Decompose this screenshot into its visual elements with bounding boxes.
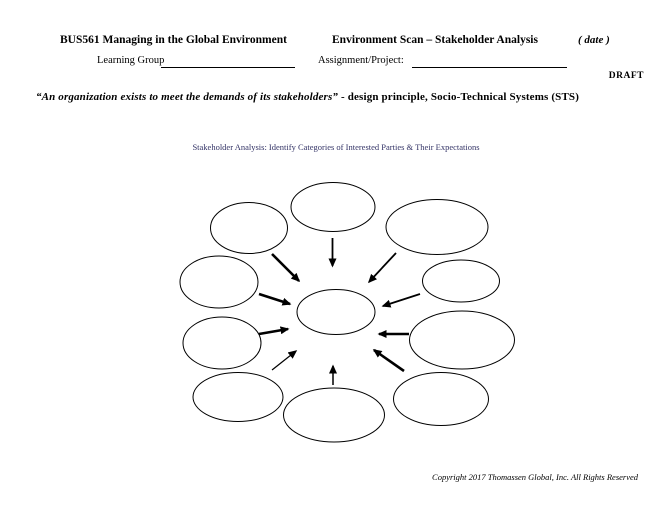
course-title: BUS561 Managing in the Global Environment bbox=[60, 34, 287, 46]
stakeholder-node-right-upper bbox=[423, 260, 500, 302]
copyright-notice: Copyright 2017 Thomassen Global, Inc. All Rights Reserved bbox=[432, 472, 638, 482]
stakeholder-node-top-left bbox=[211, 203, 288, 254]
stakeholder-node-bottom-left bbox=[193, 373, 283, 422]
date-placeholder: ( date ) bbox=[578, 34, 610, 46]
stakeholder-node-bottom-center bbox=[284, 388, 385, 442]
quote-text: “An organization exists to meet the demands of its stakeholders” bbox=[36, 91, 339, 103]
arrow-left-upper-to-center bbox=[259, 294, 290, 304]
arrow-top-left-to-center bbox=[272, 254, 299, 281]
stakeholder-node-center bbox=[297, 290, 375, 335]
assignment-label: Assignment/Project: bbox=[318, 55, 404, 66]
stakeholder-node-left-upper bbox=[180, 256, 258, 308]
draft-label: DRAFT bbox=[608, 71, 644, 81]
learning-group-label: Learning Group bbox=[97, 55, 165, 66]
arrow-left-lower-to-center bbox=[259, 329, 288, 334]
diagram-subtitle: Stakeholder Analysis: Identify Categories of Interested Parties & Their Expectations bbox=[192, 142, 480, 152]
quote-attribution: - design principle, Socio-Technical Systems (STS) bbox=[341, 91, 580, 103]
stakeholder-node-top-center bbox=[291, 183, 375, 232]
arrow-bottom-right-to-center bbox=[374, 350, 404, 371]
stakeholder-node-top-right bbox=[386, 200, 488, 255]
stakeholder-node-left-lower bbox=[183, 317, 261, 369]
document-title: Environment Scan – Stakeholder Analysis bbox=[332, 34, 538, 46]
arrow-right-upper-to-center bbox=[383, 294, 420, 306]
stakeholder-node-right-lower bbox=[410, 311, 515, 369]
arrow-top-right-to-center bbox=[369, 253, 396, 282]
stakeholder-node-bottom-right bbox=[394, 373, 489, 426]
arrow-bottom-left-to-center bbox=[272, 351, 296, 370]
